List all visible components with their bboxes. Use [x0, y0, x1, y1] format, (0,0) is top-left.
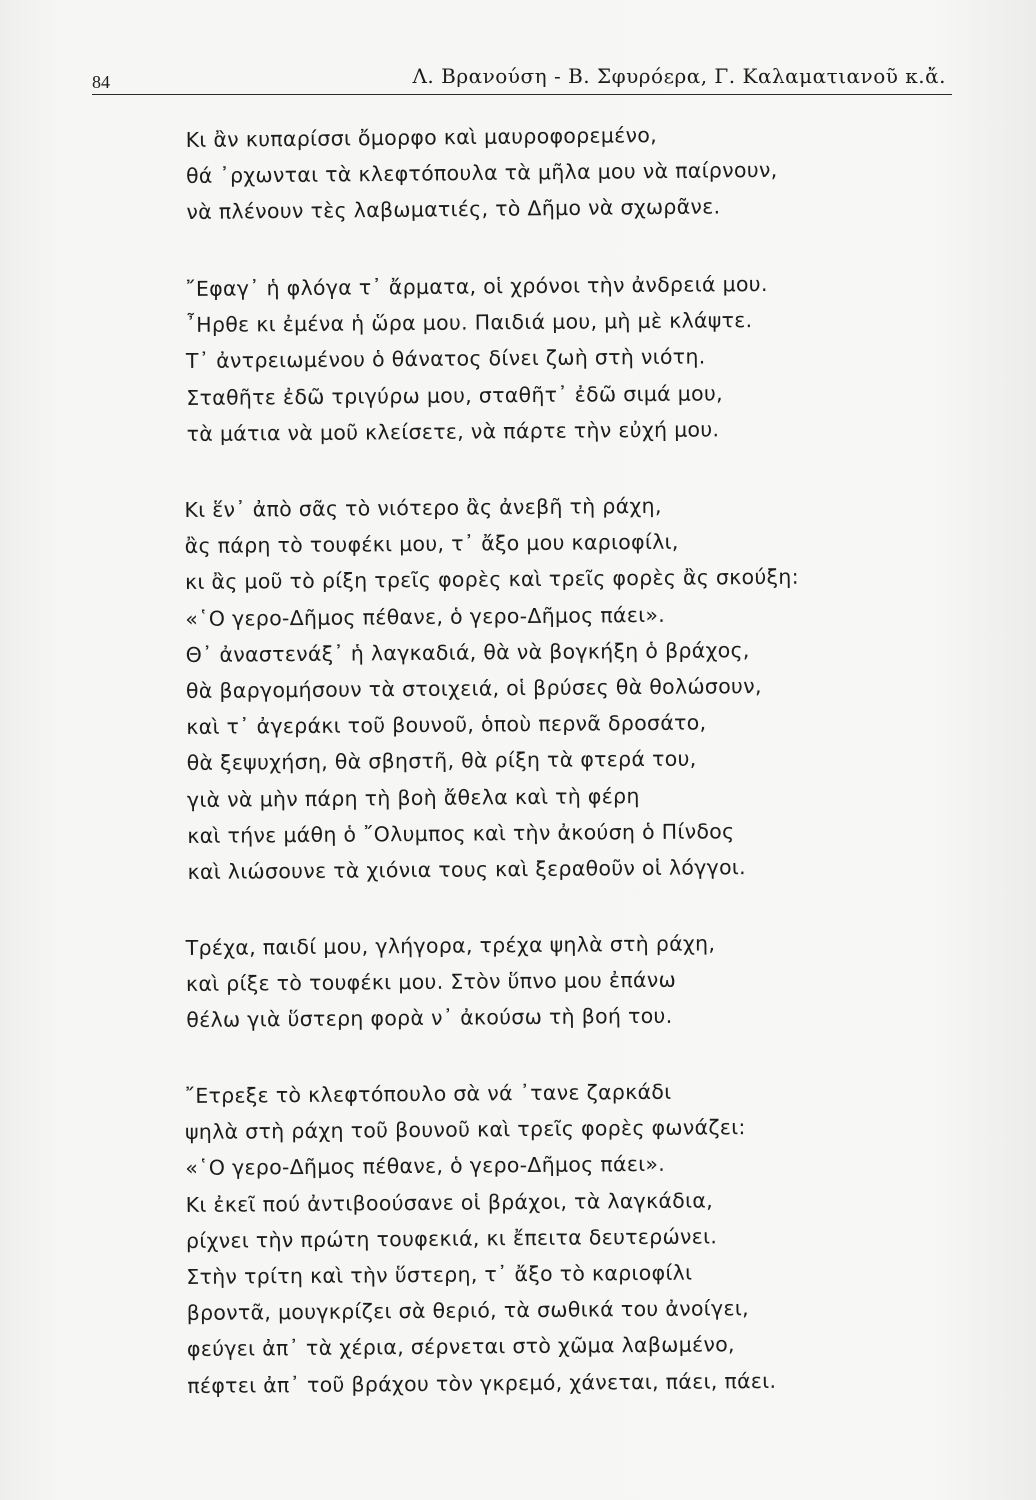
poem-line: Θ᾿ ἀναστενάξ᾿ ἡ λαγκαδιά, θὰ νὰ βογκήξη ὁ βράχος, [185, 637, 750, 667]
poem-line: βροντᾶ, μουγκρίζει σὰ θεριό, τὰ σωθικά του ἀνοίγει, [186, 1296, 749, 1326]
poem-line: θὰ ξεψυχήση, θὰ σβηστῆ, θὰ ρίξη τὰ φτερά του, [186, 746, 697, 775]
poem-line: ῎Ετρεξε τὸ κλεφτόπουλο σὰ νά ᾿τανε ζαρκάδι [184, 1079, 672, 1109]
poem-line: Τ᾿ ἀντρειωμένου ὁ θάνατος δίνει ζωὴ στὴ νιότη. [185, 344, 706, 373]
poem-line: Κι ἐκεῖ πού ἀντιβοούσανε οἱ βράχοι, τὰ λαγκάδια, [185, 1188, 714, 1217]
stanza [186, 923, 907, 1038]
poem-line: ῎Εφαγ᾿ ἡ φλόγα τ᾿ ἄρματα, οἱ χρόνοι τὴν ἀνδρειά μου. [185, 271, 768, 301]
poem-line: Σταθῆτε ἐδῶ τριγύρω μου, σταθῆτ᾿ ἐδῶ σιμά μου, [186, 380, 724, 410]
poem-line: ῏Ηρθε κι ἐμένα ἡ ὥρα μου. Παιδιά μου, μὴ μὲ κλάψτε. [185, 307, 753, 337]
poem-line: Τρέχα, παιδί μου, γλήγορα, τρέχα ψηλὰ στὴ ράχη, [185, 930, 716, 960]
poem-line: θά ᾿ρχωνται τὰ κλεφτόπουλα τὰ μῆλα μου νὰ παίρνουν, [185, 157, 778, 189]
poem-line: καὶ τ᾿ ἀγεράκι τοῦ βουνοῦ, ὁποὺ περνᾶ δροσάτο, [186, 710, 707, 739]
stanza [185, 1072, 908, 1404]
poem-line: καὶ τήνε μάθη ὁ ῎Ολυμπος καὶ τὴν ἀκούση ὁ Πίνδος [187, 818, 735, 848]
page-header [92, 60, 952, 95]
poem-line: «῾Ο γερο-Δῆμος πέθανε, ὁ γερο-Δῆμος πάει». [185, 601, 666, 631]
poem-line: ψηλὰ στὴ ράχη τοῦ βουνοῦ καὶ τρεῖς φορὲς φωνάζει: [184, 1115, 746, 1145]
stanza [185, 114, 906, 230]
poem-line: νὰ πλένουν τὲς λαβωματιές, τὸ Δῆμο νὰ σχωρᾶνε. [186, 194, 721, 225]
poem-line: πέφτει ἀπ᾿ τοῦ βράχου τὸν γκρεμό, χάνεται, πάει, πάει. [187, 1368, 777, 1398]
stanza [184, 485, 907, 889]
poem-line: καὶ λιώσουνε τὰ χιόνια τους καὶ ξεραθοῦν οἱ λόγγοι. [187, 854, 747, 884]
poem-line: τὰ μάτια νὰ μοῦ κλείσετε, νὰ πάρτε τὴν εὐχή μου. [186, 416, 720, 446]
poem-line: φεύγει ἀπ᾿ τὰ χέρια, σέρνεται στὸ χῶμα λαβωμένο, [186, 1332, 735, 1362]
poem-line: Στὴν τρίτη καὶ τὴν ὕστερη, τ᾿ ἄξο τὸ καριοφίλι [186, 1260, 693, 1290]
poem-line: ρίχνει τὴν πρώτη τουφεκιά, κι ἔπειτα δευτερώνει. [185, 1224, 718, 1253]
page-number: 84 [92, 72, 110, 92]
poem-text [186, 122, 906, 1444]
running-head: Λ. Βρανούση - Β. Σφυρόερα, Γ. Καλαματιανοῦ κ.ἄ. [412, 64, 946, 88]
poem-line: Κι ἕν᾿ ἀπὸ σᾶς τὸ νιότερο ἂς ἀνεβῆ τὴ ράχη, [184, 493, 662, 522]
poem-line: θέλω γιὰ ὕστερη φορὰ ν᾿ ἀκούσω τὴ βοή του. [186, 1003, 673, 1032]
poem-line: «῾Ο γερο-Δῆμος πέθανε, ὁ γερο-Δῆμος πάει». [185, 1152, 666, 1181]
poem-line: γιὰ νὰ μὴν πάρη τὴ βοὴ ἄθελα καὶ τὴ φέρη [186, 783, 640, 811]
poem-line: καὶ ρίξε τὸ τουφέκι μου. Στὸν ὕπνο μου ἐπάνω [185, 967, 677, 996]
poem-line: κι ἂς μοῦ τὸ ρίξη τρεῖς φορὲς καὶ τρεῖς φορὲς ἂς σκούξη: [184, 564, 799, 594]
poem-line: ἂς πάρη τὸ τουφέκι μου, τ᾿ ἄξο μου καριοφίλι, [184, 529, 679, 558]
poem-line: Κι ἂν κυπαρίσσι ὄμορφο καὶ μαυροφορεμένο, [185, 123, 658, 153]
poem-line: θὰ βαργομήσουν τὰ στοιχειά, οἱ βρύσες θὰ θολώσουν, [185, 673, 762, 703]
stanza [185, 264, 907, 451]
